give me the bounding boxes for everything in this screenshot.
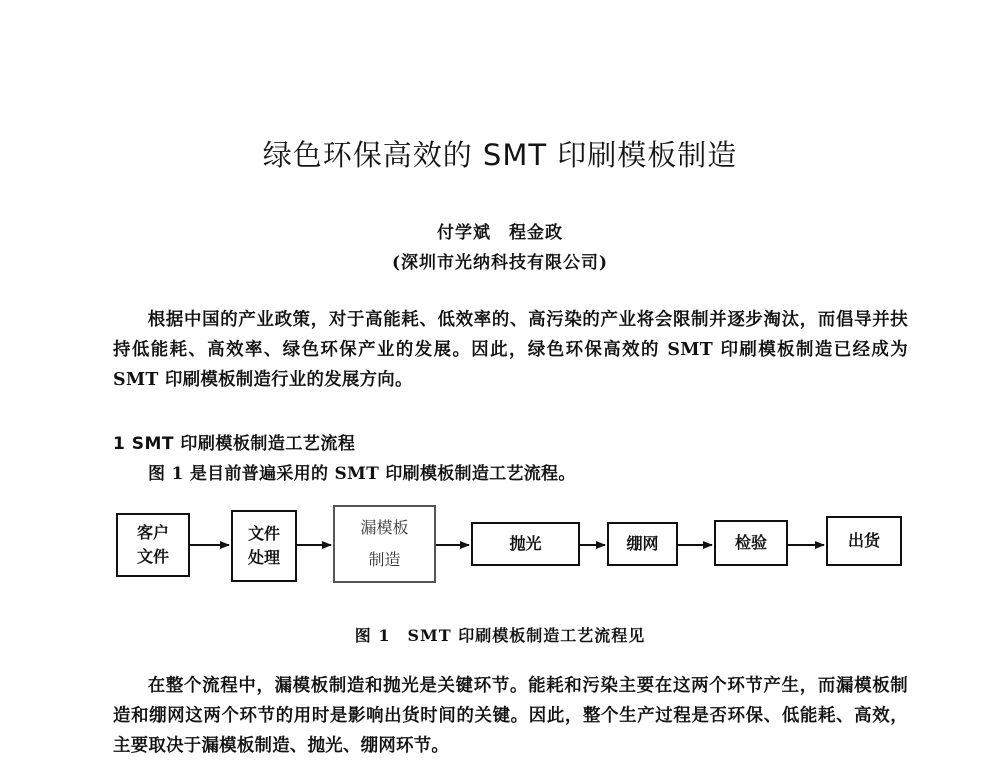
author-names: 付学斌 程金政 — [437, 223, 563, 243]
step-file-processing: 文件 处理 — [231, 510, 297, 582]
step-shipment: 出货 — [826, 516, 902, 566]
figure-caption: 图 1 SMT 印刷模板制造工艺流程见 — [354, 626, 646, 645]
step-mesh-stretching: 绷网 — [607, 522, 678, 566]
intro-paragraph: 根据中国的产业政策，对于高能耗、低效率的、高污染的产业将会限制并逐步淘汰，而倡导并扶持低能耗、高效率、绿色环保产业的发展。因此，绿色环保高效的 SMT 印刷模板制造已经成为 SMT 印刷模板制造行业的发展方向。 — [113, 310, 908, 390]
figure-intro-sentence: 图 1 是目前普遍采用的 SMT 印刷模板制造工艺流程。 — [148, 464, 576, 484]
step-stencil-manufacture: 漏模板 制造 — [333, 505, 436, 583]
author-affiliation: (深圳市光纳科技有限公司) — [391, 253, 609, 273]
step-polishing: 抛光 — [471, 522, 580, 566]
step-customer-file: 客户 文件 — [116, 513, 190, 577]
paper-title: 绿色环保高效的 SMT 印刷模板制造 — [262, 138, 738, 172]
step-inspection: 检验 — [714, 520, 788, 566]
section-heading: 1 SMT 印刷模板制造工艺流程 — [113, 434, 356, 454]
body-paragraph: 在整个流程中，漏模板制造和抛光是关键环节。能耗和污染主要在这两个环节产生，而漏模板制造和绷网这两个环节的用时是影响出货时间的关键。因此，整个生产过程是否环保、低能耗、高效，主要取决于漏模板制造、抛光、绷网环节。 — [113, 676, 908, 756]
